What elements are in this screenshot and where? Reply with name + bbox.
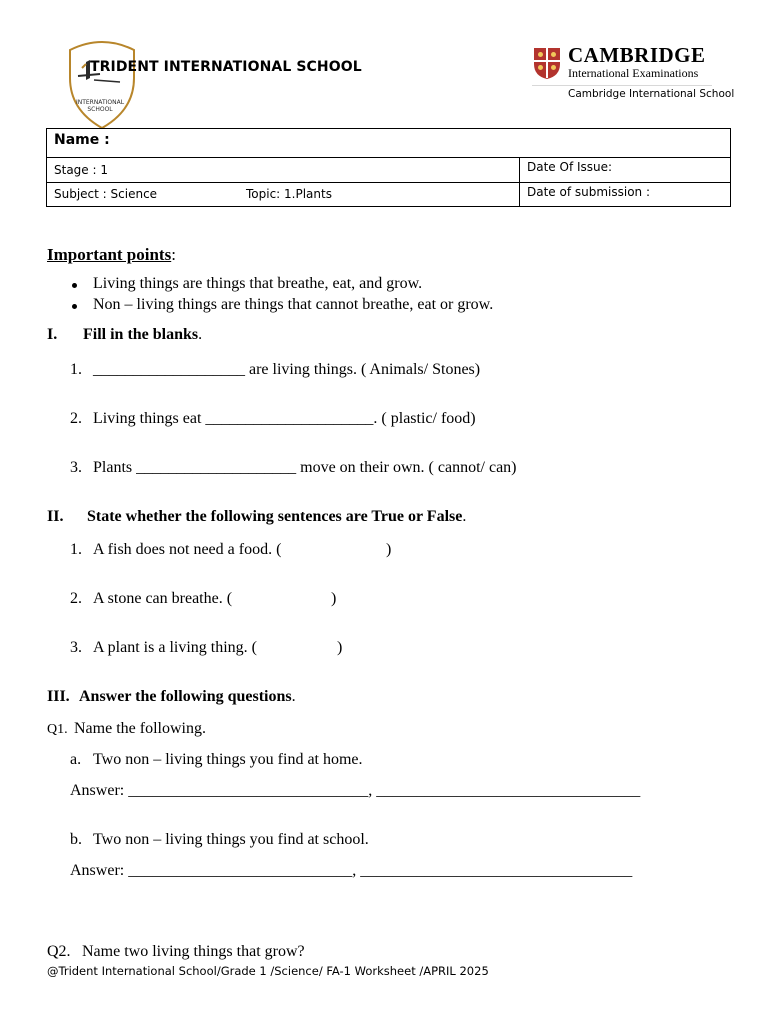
list-item-number: 2. <box>70 410 82 427</box>
cambridge-school-label: Cambridge International School <box>568 88 735 100</box>
part-letter: b. <box>70 831 82 848</box>
answer-line: Answer: ______________________________, _________________________________ <box>70 782 641 799</box>
part-question: Two non – living things you find at home. <box>93 751 363 768</box>
section-1-numeral: I. <box>47 326 58 343</box>
section-2-title-text: State whether the following sentences are True or False <box>87 508 463 525</box>
subject-label: Subject : Science <box>54 187 158 201</box>
section-2-period: . <box>462 508 467 525</box>
cambridge-subtitle: International Examinations <box>568 66 699 80</box>
footer-text: @Trident International School/Grade 1 /Science/ FA-1 Worksheet /APRIL 2025 <box>47 964 489 978</box>
q2-label: Q2. <box>47 943 71 960</box>
list-item-number: 1. <box>70 361 82 378</box>
section-2-title <box>87 508 466 526</box>
q1-text: Name the following. <box>74 720 206 737</box>
section-1-period: . <box>198 326 203 343</box>
section-3-title <box>79 688 296 706</box>
fill-blank-question: ___________________ are living things. ( Animals/ Stones) <box>93 361 481 378</box>
section-1-title <box>83 326 202 344</box>
q2-text: Name two living things that grow? <box>82 943 305 960</box>
important-point: Living things are things that breathe, eat, and grow. <box>93 275 423 292</box>
list-item-number: 1. <box>70 541 82 558</box>
answer-line: Answer: ____________________________, __________________________________ <box>70 862 633 879</box>
list-item-number: 3. <box>70 459 82 476</box>
section-2-numeral: II. <box>47 508 64 525</box>
date-of-submission-label: Date of submission : <box>527 185 651 199</box>
stage-label: Stage : 1 <box>54 163 108 177</box>
true-false-question: A fish does not need a food. ( <box>93 541 282 558</box>
true-false-question: A stone can breathe. ( <box>93 590 233 607</box>
important-heading-colon: : <box>171 245 176 264</box>
answer-paren-close: ) <box>386 541 392 558</box>
important-point: Non – living things are things that cannot breathe, eat or grow. <box>93 296 494 313</box>
section-3-title-text: Answer the following questions <box>79 688 292 705</box>
bullet-icon <box>72 283 77 288</box>
section-1-title-text: Fill in the blanks <box>83 326 199 343</box>
name-label: Name : <box>54 132 110 148</box>
school-crest-logo <box>60 38 144 130</box>
student-info-table <box>46 128 731 207</box>
topic-label: Topic: 1.Plants <box>246 187 332 201</box>
cambridge-divider <box>532 85 712 86</box>
svg-text:INTERNATIONAL: INTERNATIONAL <box>75 99 125 106</box>
q1-label: Q1. <box>47 722 68 737</box>
answer-paren-close: ) <box>337 639 343 656</box>
important-heading-text: Important points <box>47 245 172 264</box>
fill-blank-question: Living things eat _____________________. ( plastic/ food) <box>93 410 476 427</box>
list-item-number: 2. <box>70 590 82 607</box>
date-of-issue-label: Date Of Issue: <box>527 160 613 174</box>
important-points-heading <box>47 245 176 265</box>
list-item-number: 3. <box>70 639 82 656</box>
school-name: TRIDENT INTERNATIONAL SCHOOL <box>90 59 362 75</box>
part-letter: a. <box>70 751 82 768</box>
section-3-period: . <box>291 688 296 705</box>
fill-blank-question: Plants ____________________ move on their own. ( cannot/ can) <box>93 459 517 476</box>
true-false-question: A plant is a living thing. ( <box>93 639 257 656</box>
svg-text:SCHOOL: SCHOOL <box>87 106 113 113</box>
bullet-icon <box>72 304 77 309</box>
cambridge-title: CAMBRIDGE <box>568 43 706 67</box>
cambridge-shield-icon <box>532 46 562 80</box>
answer-paren-close: ) <box>331 590 337 607</box>
part-question: Two non – living things you find at school. <box>93 831 369 848</box>
section-3-numeral: III. <box>47 688 70 705</box>
